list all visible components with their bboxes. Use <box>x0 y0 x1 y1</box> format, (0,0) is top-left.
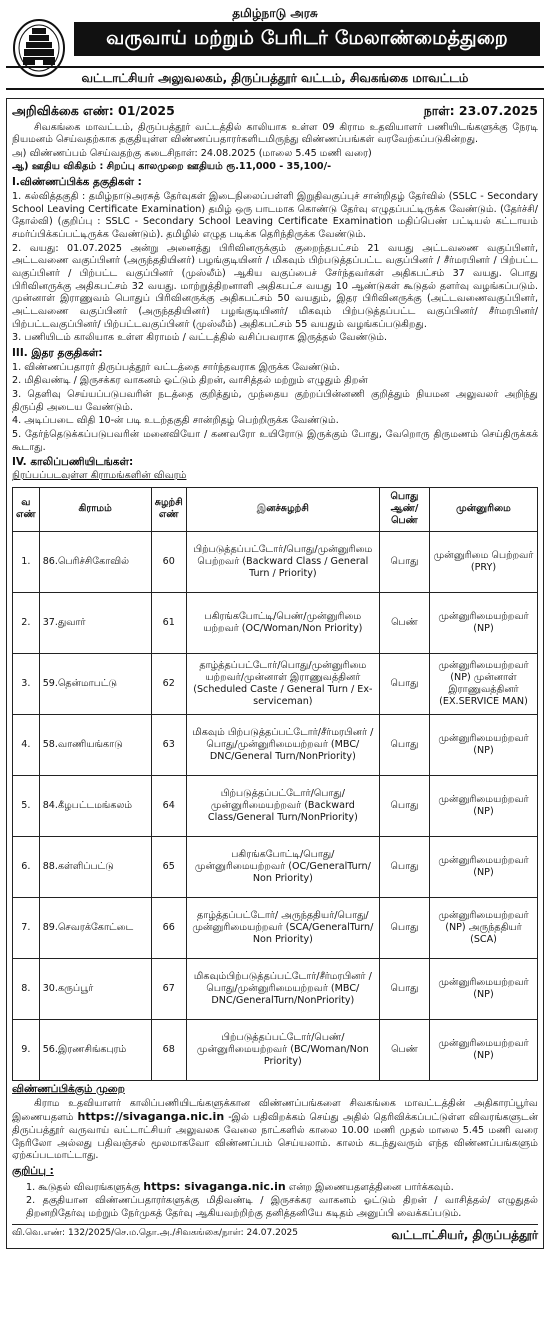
cell-rotation: 68 <box>151 1019 186 1080</box>
table-header-row <box>13 487 538 531</box>
cell-community: பிற்படுத்தப்பட்டோர்/பொது/முன்னுரிமை பெற்றவர் (Backward Class / General Turn / Priority) <box>186 531 379 592</box>
pay-scale: ஆ) ஊதிய விகிதம் : சிறப்பு காலமுறை ஊதியம் ரூ.11,000 - 35,100/- <box>12 161 332 173</box>
other-qualification-3: 3. தெளிவு செய்யப்படுபவரின் நடத்தை குறித்தும், முந்தைய குற்றப்பின்னணி குறித்தும் நியமன அலுவலர் அறிந்து திருப்தி அடைய வேண்டும். <box>12 389 538 413</box>
header <box>6 4 544 98</box>
govt-title: தமிழ்நாடு அரசு <box>232 6 318 20</box>
cell-gender: பெண் <box>380 592 430 653</box>
cell-gender: பொது <box>380 653 430 714</box>
cell-serial: 4. <box>13 714 40 775</box>
cell-village: 86.பெரிச்சிகோவில் <box>39 531 151 592</box>
cell-community: தாழ்த்தப்பட்டோர்/பொது/முன்னுரிமை யற்றவர்/முன்னாள் இராணுவத்தினர் (Scheduled Caste / General Turn / Ex-serviceman) <box>186 653 379 714</box>
section-4-title: IV. காலிப்பணியிடங்கள்: <box>12 456 134 469</box>
cell-gender: பொது <box>380 531 430 592</box>
vacancy-subtitle: நிரப்பப்படவுள்ள கிராமங்களின் விவரம் <box>12 470 187 482</box>
qualification-age: 2. வயது: 01.07.2025 அன்று அனைத்து பிரிவினருக்கும் குறைந்தபட்சம் 21 வயது அட்டவணை வகுப்பினர், அட்டவணை வகுப்பினர் (அருந்ததியினர்) பழங்குடியினர் / மிகவும் பிற்படுத்தப்பட்ட வகுப்பினர் / சீர்மரபினர் / பிற்பட்ட வகுப்பினர் / பிற்பட்ட வகுப்பினர் (முஸ்லீம்) ஆகிய வகுப்பைச் சேர்ந்தவர்கள் அதிகபட்சம் 37 வயது. பொது பிரிவினருக்கு அதிகபட்சம் 32 வயது. மாற்றுத்திறனாளி அதிகபட்ச வயது 10 ஆண்டுகள் கூடுதல் தளர்வு வழங்கப்படும். முன்னாள் இராணுவம் பொதுப் பிரிவினருக்கு அதிகபட்சம் 50 வயதும், இதர பிரிவினருக்கு (அட்டவணைவகுப்பினர், அட்டவணை வகுப்பினர் (அருந்ததியினர்) பழங்குடியினர்/ மிகவும் பிற்படுத்தப்பட்ட வகுப்பினர்/ சீர்மரபினர்/ பிற்பட்டவகுப்பினர்/ பிற்பட்டவகுப்பினர் (முஸ்லீம்) அதிகபட்சம் 55 வயதும் வழங்கப்படுகிறது. <box>12 242 538 330</box>
other-qualification-4: 4. அடிப்படை விதி 10-ன் படி உடற்தகுதி சான்றிதழ் பெற்றிருக்க வேண்டும். <box>12 415 339 427</box>
table-row <box>13 531 538 592</box>
cell-serial: 7. <box>13 897 40 958</box>
table-row <box>13 714 538 775</box>
notice-header-line <box>12 103 538 120</box>
cell-gender: பொது <box>380 714 430 775</box>
cell-serial: 8. <box>13 958 40 1019</box>
other-qualification-2: 2. மிதிவண்டி / இருசக்கர வாகனம் ஓட்டும் திறன், வாசித்தல் மற்றும் எழுதும் திறன் <box>12 375 368 387</box>
cell-community: பிற்படுத்தப்பட்டோர்/பெண்/ முன்னுரிமையற்றவர் (BC/Woman/Non Priority) <box>186 1019 379 1080</box>
cell-village: 88.கள்ளிப்பட்டு <box>39 836 151 897</box>
cell-priority: முன்னுரிமையற்றவர் (NP) அருந்ததியர் (SCA) <box>430 897 538 958</box>
note-website-link[interactable]: https: sivaganga.nic.in <box>143 1179 286 1193</box>
cell-community: மிகவும் பிற்படுத்தப்பட்டோர்/சீர்மரபினர் /பொது/முன்னுரிமையற்றவர் (MBC/ DNC/General Turn/NonPriority) <box>186 714 379 775</box>
cell-priority: முன்னுரிமையற்றவர் (NP) <box>430 958 538 1019</box>
cell-serial: 5. <box>13 775 40 836</box>
cell-rotation: 60 <box>151 531 186 592</box>
notice-date: நாள்: 23.07.2025 <box>423 103 538 118</box>
cell-community: பகிரங்கபோட்டி/பொது/ முன்னுரிமையற்றவர் (OC/GeneralTurn/ Non Priority) <box>186 836 379 897</box>
cell-village: 37.துவார் <box>39 592 151 653</box>
cell-priority: முன்னுரிமையற்றவர் (NP) <box>430 714 538 775</box>
col-rotation: சுழற்சி எண் <box>151 487 186 531</box>
cell-rotation: 67 <box>151 958 186 1019</box>
cell-priority: முன்னுரிமையற்றவர் (NP) <box>430 592 538 653</box>
cell-rotation: 62 <box>151 653 186 714</box>
cell-village: 30.கருப்பூர் <box>39 958 151 1019</box>
signature: வட்டாட்சியர், திருப்பத்தூர் <box>391 1227 538 1242</box>
office-title: வட்டாட்சியர் அலுவலகம், திருப்பத்தூர் வட்டம், சிவகங்கை மாவட்டம் <box>6 66 544 90</box>
cell-village: 89.செவரக்கோட்டை <box>39 897 151 958</box>
website-link[interactable]: https://sivaganga.nic.in <box>77 1110 225 1124</box>
table-row <box>13 653 538 714</box>
qualification-residence: 3. பணியிடம் காலியாக உள்ள கிராமம் / வட்டத்தில் வசிப்பவராக இருத்தல் வேண்டும். <box>12 332 388 344</box>
cell-priority: முன்னுரிமையற்றவர் (NP) <box>430 775 538 836</box>
cell-gender: பொது <box>380 897 430 958</box>
cell-community: பிற்படுத்தப்பட்டோர்/பொது/ முன்னுரிமையற்றவர் (Backward Class/General Turn/NonPriority) <box>186 775 379 836</box>
table-row <box>13 836 538 897</box>
cell-village: 56.இரணசிங்கபுரம் <box>39 1019 151 1080</box>
cell-serial: 6. <box>13 836 40 897</box>
note-2: 2. தகுதியான விண்ணப்பதாரர்களுக்கு மிதிவண்டி / இருசக்கர வாகனம் ஓட்டும் திறன் / வாசித்தல்/ எழுதுதல் திறனறிதேர்வு மற்றும் நேர்முகத் தேர்வு ஆகியவற்றிற்கு தனித்தனியே கடிதம் அனுப்பி வைக்கப்படும். <box>26 1195 538 1220</box>
apply-text: கிராம உதவியாளர் காலிப்பணியிடங்களுக்கான விண்ணப்பங்களை சிவகங்கை மாவட்டத்தின் அதிகாரப்பூர்வ இணையதளம் https://sivaganga.nic.in -இல் பதிவிறக்கம் செய்து அதில் தெரிவிக்கப்பட்டுள்ள விவரங்களுடன் திருப்பத்தூர் வருவாய் வட்டாட்சியர் அலுவலக வேலை நாட்களில் காலை 10.00 மணி முதல் மாலை 5.45 மணி வரை நேரிலோ அல்லது பதிவஞ்சல் மூலமாகவோ விண்ணப்பம் செய்யலாம். காலம் கடந்துவரும் எந்த விண்ணப்பங்களும் ஏற்கப்படமாட்டாது. <box>12 1097 538 1162</box>
cell-rotation: 61 <box>151 592 186 653</box>
cell-serial: 1. <box>13 531 40 592</box>
vacancy-table-body <box>13 531 538 1080</box>
cell-serial: 3. <box>13 653 40 714</box>
col-priority: முன்னுரிமை <box>430 487 538 531</box>
cell-community: பகிரங்கபோட்டி/பெண்/முன்னுரிமை யற்றவர் (OC/Woman/Non Priority) <box>186 592 379 653</box>
footer <box>12 1224 538 1244</box>
cell-serial: 2. <box>13 592 40 653</box>
cell-rotation: 66 <box>151 897 186 958</box>
other-qualification-5: 5. தேர்ந்தெடுக்கப்படுபவரின் மனைவியோ / கணவரோ உயிரோடு இருக்கும் போது, வேறொரு திருமணம் செய்திருக்கக் கூடாது. <box>12 429 538 453</box>
cell-village: 59.தென்மாபட்டு <box>39 653 151 714</box>
cell-village: 58.வாணியங்காடு <box>39 714 151 775</box>
note-1: 1. கூடுதல் விவரங்களுக்கு https: sivaganga.nic.in என்ற இணையதளத்தினை பார்க்கவும். <box>26 1179 454 1193</box>
apply-title: விண்ணப்பிக்கும் முறை <box>12 1082 125 1095</box>
cell-rotation: 64 <box>151 775 186 836</box>
cell-gender: பெண் <box>380 1019 430 1080</box>
cell-community: தாழ்த்தப்பட்டோர்/ அருந்ததியர்/பொது/ முன்னுரிமையற்றவர் (SCA/GeneralTurn/ Non Priority) <box>186 897 379 958</box>
cell-rotation: 65 <box>151 836 186 897</box>
note-title: குறிப்பு : <box>12 1164 54 1177</box>
cell-priority: முன்னுரிமையற்றவர் (NP) <box>430 1019 538 1080</box>
cell-village: 84.கீழபட்டமங்கலம் <box>39 775 151 836</box>
col-gender: பொது ஆண்/பெண் <box>380 487 430 531</box>
cell-gender: பொது <box>380 836 430 897</box>
table-row <box>13 592 538 653</box>
vacancy-table <box>12 487 538 1081</box>
col-serial: வ எண் <box>13 487 40 531</box>
col-community: இனச்சுழற்சி <box>186 487 379 531</box>
cell-priority: முன்னுரிமையற்றவர் (NP) முன்னாள் இராணுவத்தினர் (EX.SERVICE MAN) <box>430 653 538 714</box>
cell-community: மிகவும்பிற்படுத்தப்பட்டோர்/சீர்மரபினர் /பொது/முன்னுரிமையற்றவர் (MBC/ DNC/GeneralTurn/NonPriority) <box>186 958 379 1019</box>
section-3-title: III. இதர தகுதிகள்: <box>12 346 103 359</box>
reference-number: வி.வெ.எண்: 132/2025/செ.ம.தொ.அ./சிவகங்கை/நாள்: 24.07.2025 <box>12 1227 299 1238</box>
last-date: அ) விண்ணப்பம் செய்வதற்கு கடைசிநாள்: 24.08.2025 (மாலை 5.45 மணி வரை) <box>12 147 372 159</box>
cell-gender: பொது <box>380 958 430 1019</box>
department-title: வருவாய் மற்றும் பேரிடர் மேலாண்மைத்துறை <box>74 22 540 56</box>
table-row <box>13 1019 538 1080</box>
cell-serial: 9. <box>13 1019 40 1080</box>
cell-priority: முன்னுரிமையற்றவர் (NP) <box>430 836 538 897</box>
section-1-title: I.விண்ணப்பிக்க தகுதிகள் : <box>12 176 142 189</box>
qualification-education: 1. கல்வித்தகுதி : தமிழ்நாடுஅரசுத் தேர்வுகள் இடைநிலைப்பள்ளி இறுதிவகுப்புச் சான்றிதழ் தேர்வில் (SSLC - Secondary School Leaving Certificate Examination) தமிழ் ஒரு பாடமாக கொண்டு தேர்வு எழுதப்பட்டிருக்க வேண்டும். (தேர்ச்சி/தோல்வி) (குறிப்பு : SSLC - Secondary School Leaving Certificate Examination மதிப்பெண் பட்டியல் கட்டாயம் சமர்ப்பிக்கப்பட்டிருக்க வேண்டும்). தமிழில் எழுத படிக்க தெரிந்திருக்க வேண்டும். <box>12 190 538 240</box>
cell-gender: பொது <box>380 775 430 836</box>
table-row <box>13 775 538 836</box>
col-village: கிராமம் <box>39 487 151 531</box>
notice-number: அறிவிக்கை எண்: 01/2025 <box>12 103 175 118</box>
other-qualification-1: 1. விண்ணப்பதாரர் திருப்பத்தூர் வட்டத்தை சார்ந்தவராக இருக்க வேண்டும். <box>12 361 340 373</box>
notice-body <box>6 98 544 1249</box>
table-row <box>13 958 538 1019</box>
notice-intro: சிவகங்கை மாவட்டம், திருப்பத்தூர் வட்டத்தில் காலியாக உள்ள 09 கிராம உதவியாளர் பணியிடங்களுக்கு நேரடி நியமனம் செய்வதற்காக தகுதியுள்ள விண்ணப்பதாரர்களிடமிருந்து விண்ணப்பங்கள் வரவேற்கப்படுகின்றது. <box>12 121 538 146</box>
cell-priority: முன்னுரிமை பெற்றவர் (PRY) <box>430 531 538 592</box>
table-row <box>13 897 538 958</box>
cell-rotation: 63 <box>151 714 186 775</box>
